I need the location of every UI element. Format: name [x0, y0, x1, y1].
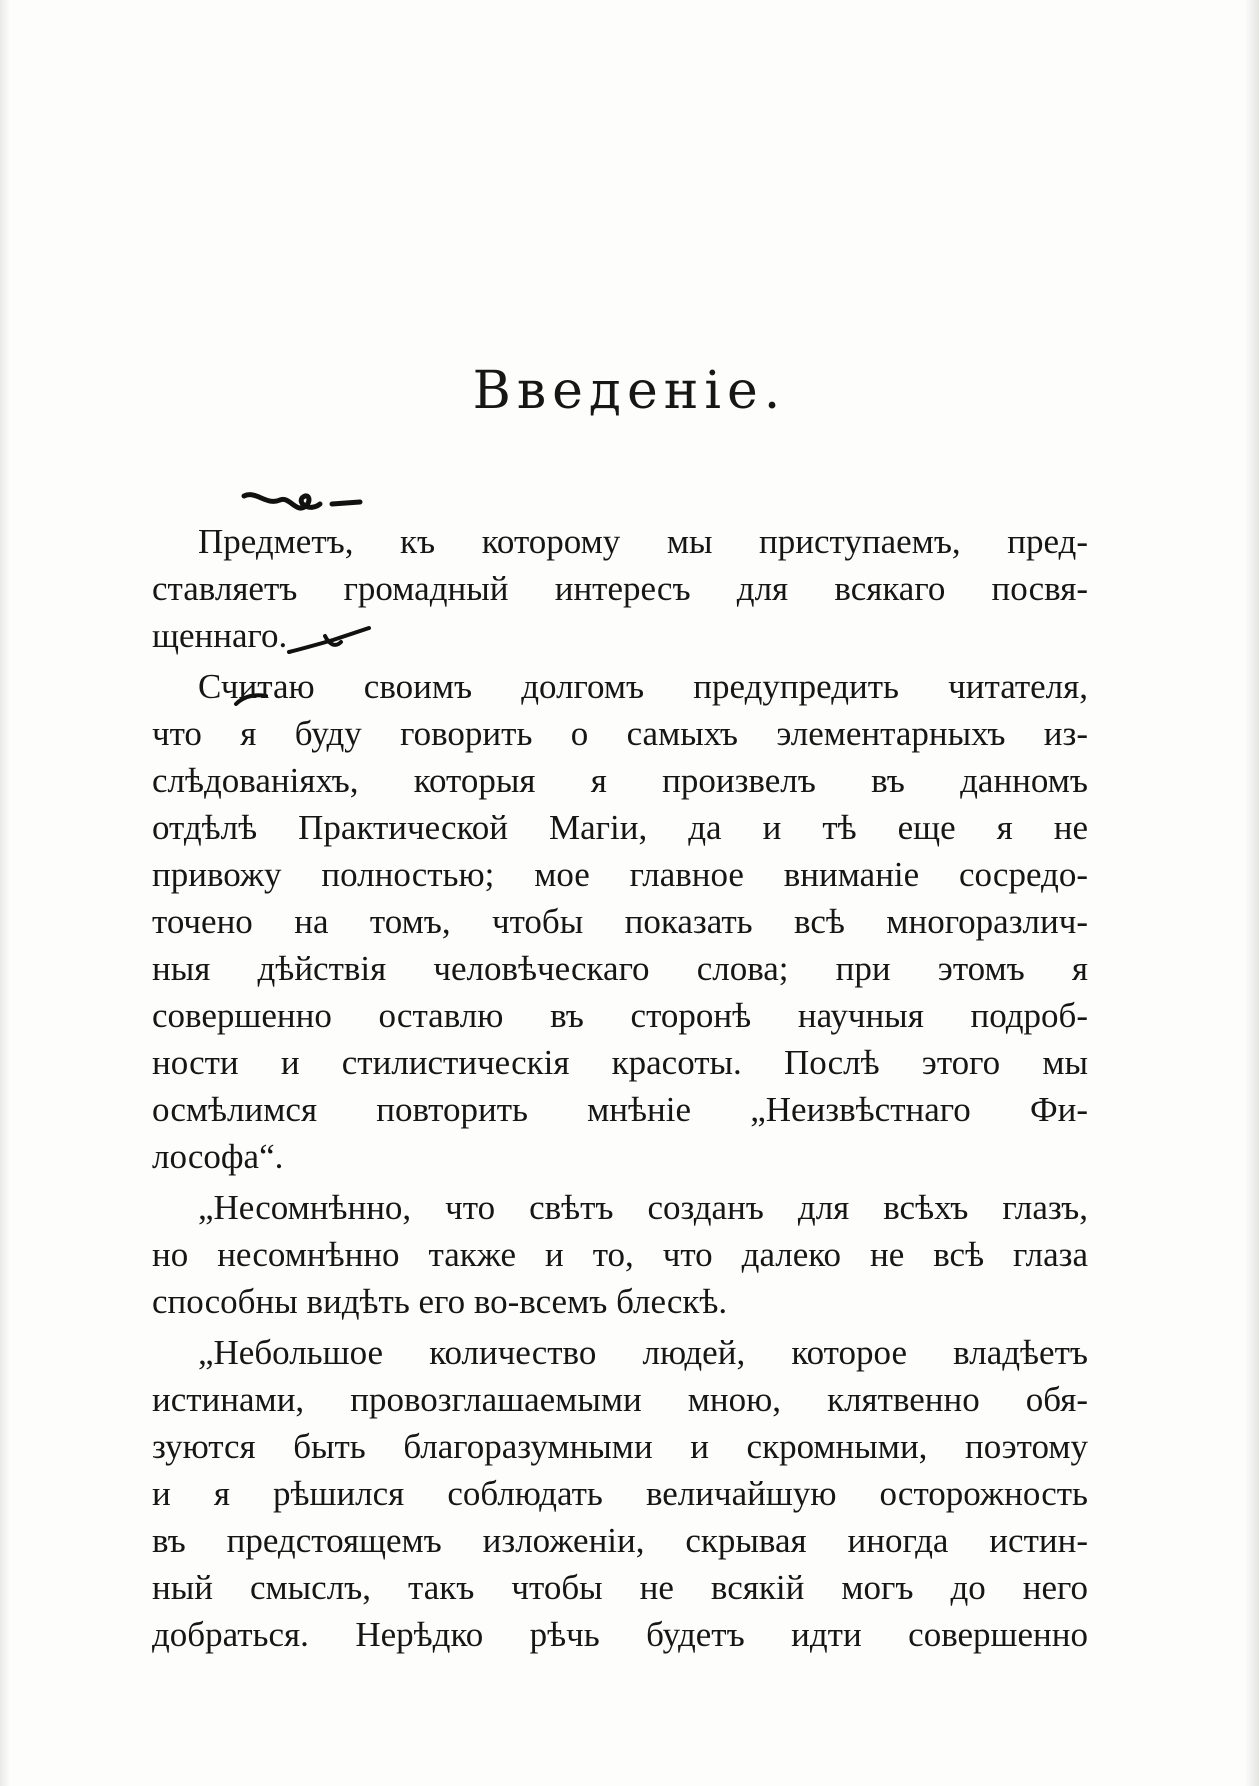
chapter-title: Введеніе. — [472, 361, 787, 421]
text-line: „Небольшое количество людей, которое владѣетъ — [198, 1333, 1088, 1372]
text-line: истинами, провозглашаемыми мною, клятвенно обя- — [152, 1380, 1088, 1419]
text-line: щеннаго. — [152, 616, 288, 655]
text-line: ныя дѣйствія человѣческаго слова; при этомъ я — [152, 949, 1088, 988]
text-line: осмѣлимся повторить мнѣніе „Неизвѣстнаго Фи- — [152, 1090, 1088, 1129]
text-line: лософа“. — [152, 1137, 284, 1176]
text-line: зуются быть благоразумными и скромными, поэтому — [152, 1427, 1088, 1466]
text-line: но несомнѣнно также и то, что далеко не всѣ глаза — [152, 1235, 1088, 1274]
text-line: ставляетъ громадный интересъ для всякаго посвя- — [152, 569, 1088, 608]
text-line: Предметъ, къ которому мы приступаемъ, пред- — [198, 522, 1088, 561]
text-line: и я рѣшился соблюдать величайшую осторожность — [152, 1474, 1088, 1513]
text-line: что я буду говорить о самыхъ элементарныхъ из- — [152, 714, 1088, 753]
text-line: въ предстоящемъ изложеніи, скрывая иногда истин- — [152, 1521, 1088, 1560]
paragraph — [152, 663, 1088, 1180]
paragraph — [152, 1329, 1088, 1658]
text-line: ности и стилистическія красоты. Послѣ этого мы — [152, 1043, 1088, 1082]
text-line: способны видѣть его во-всемъ блескѣ. — [152, 1282, 728, 1321]
body-text — [152, 518, 1088, 1662]
text-line: отдѣлѣ Практической Магіи, да и тѣ еще я не — [152, 808, 1088, 847]
page-edge-right — [1245, 0, 1259, 1786]
text-line: точено на томъ, чтобы показать всѣ многоразлич- — [152, 902, 1088, 941]
text-line: слѣдованіяхъ, которыя я произвелъ въ данномъ — [152, 761, 1088, 800]
text-line: добраться. Нерѣдко рѣчь будетъ идти совершенно — [152, 1615, 1088, 1654]
text-line: ный смыслъ, такъ чтобы не всякій могъ до него — [152, 1568, 1088, 1607]
text-line: привожу полностью; мое главное вниманіе сосредо- — [152, 855, 1088, 894]
text-line: совершенно оставлю въ сторонѣ научныя подроб- — [152, 996, 1088, 1035]
text-line: „Несомнѣнно, что свѣтъ созданъ для всѣхъ глазъ, — [198, 1188, 1088, 1227]
paragraph — [152, 1184, 1088, 1325]
text-line: Считаю своимъ долгомъ предупредить читателя, — [198, 667, 1088, 706]
page-edge-left — [0, 0, 10, 1786]
paragraph — [152, 518, 1088, 659]
